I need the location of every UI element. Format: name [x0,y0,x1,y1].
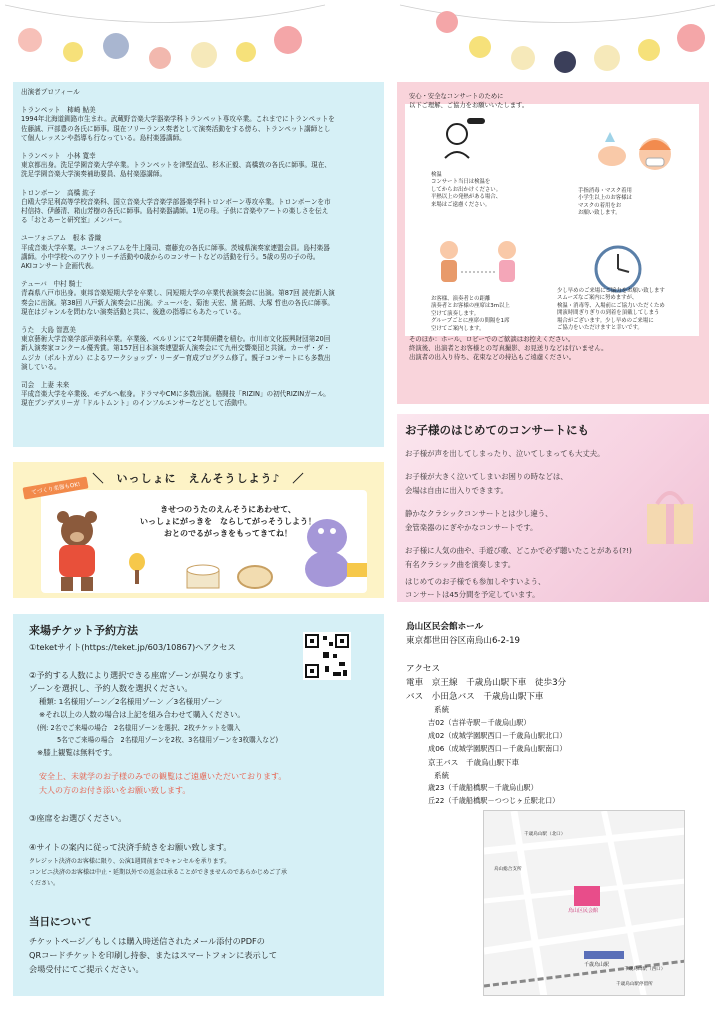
map-label-west-exit: 千歳烏山駅（西口） [624,967,666,972]
profile-title: 出演者プロフィール [21,88,80,96]
distance-item: お客様、演奏者との距離 演奏者とお客様の座席は3m以上 空けて演奏します。 グループごとに座席の間隔を1席 空けてご案内します。 [431,296,510,332]
hand-sanitize-mask-icon [590,122,690,192]
bus-route: 丘22（千歳船橋駅－つつじヶ丘駅北口） [428,796,560,805]
pompom [469,36,491,58]
bus-route: 成02（成城学園駅西口－千歳烏山駅北口） [428,731,567,740]
pompom [436,11,458,33]
ticket-line: QRコードチケットを印刷し持参、またはスマートフォンに表示して [29,950,278,960]
garland-decoration-left [0,0,330,80]
paragraph-gap [21,372,376,381]
performer-bio-line: 村信持、伊藤清、箱山芳樹の各氏に師事。島村楽器講師。1児の母。子供に音楽やアートの楽しさを伝え [21,207,329,216]
bubble-line: おとのでるがっきをもってきてね！ [164,529,292,538]
ticket-line: ※膝上観覧は無料です。 [37,748,117,757]
pompom [511,46,535,70]
qr-code-icon [303,632,351,680]
safety-header [409,92,528,110]
keio-bus-access: 京王バス 千歳烏山駅下車 [428,758,520,767]
safety-notice-panel [397,82,709,404]
bubble-line: きせつのうたのえんそうにあわせて、 [160,505,296,514]
ticket-line: チケットページ／もしくは購入時送信されたメール添付のPDFの [29,936,265,946]
train-access: 電車 京王線 千歳烏山駅下車 徒歩3分 [406,678,567,688]
diy-instrument-tag: てづくり楽器もOK! [22,476,89,499]
performer-bio-line: 東京都出身。洗足学園音楽大学卒業。トランペットを津堅直弘、杉木正毅、高橋敦の各氏に師事。現在、 [21,161,331,170]
profile-body [21,106,376,408]
kids-title: お子様のはじめてのコンサートにも [405,423,589,437]
performer-bio-line: 平成音楽大学を卒業後、モデルへ転身。ドラマやCMに多数出演。格闘技「RIZIN」の初代RIZINガール。 [21,390,330,399]
clock-icon [593,244,643,294]
thermometer-check-icon [427,110,487,170]
ticket-line: ゾーンを選択し、予約人数を選択ください。 [29,683,193,693]
ticket-warning-line: 大人の方のお付き添いをお願い致します。 [39,786,191,795]
bus-access: バス 小田急バス 千歳烏山駅下車 [406,692,544,702]
performer-bio-line: 現在プンデスリーガ「ドルトムント」のインフルエンサーなどとして活動中。 [21,399,251,408]
social-distance-icon [433,232,523,292]
hippo-with-instrument-icon [289,507,375,593]
performer-bio-line: 演している。 [21,362,61,371]
performer-bio-line: 講師。小中学校へのアウトリーチ活動や0歳からのコンサートなどの活動を行う。5歳の男の子の母。 [21,252,320,261]
pompom [18,28,42,52]
performer-bio-line: て個人レッスンや指導も行なっている。島村楽器講師。 [21,133,186,142]
performer-name: うた 大島 智恵美 [21,326,76,335]
pompom [236,42,256,62]
kids-line: 金管楽器のにぎやかなコンサートです。 [405,523,538,532]
ticket-line: ③座席をお選びください。 [29,813,127,823]
ticket-reservation-panel [13,614,384,996]
route-label: 系統 [434,705,450,714]
map-label-venue: 烏山区民会館 [568,908,599,914]
ticket-line: 種類: 1名様用ゾーン／2名様用ゾーン ／3名様用ゾーン [39,697,223,706]
map-label-north-exit: 千歳烏山駅（北口） [524,832,566,837]
kids-line: お子様が声を出してしまったり、泣いてしまっても大丈夫。 [405,449,605,458]
bus-route: 成06（成城学園駅西口－千歳烏山駅南口） [428,744,567,753]
performer-bio-line: 佐藤誠、戸部豊の各氏に師事。現在フリーランス奏者として演奏活動をする傍ら、トランペット講師とし [21,124,331,133]
access-panel [397,614,709,996]
performer-name: トランペット 柿崎 鮎美 [21,106,96,115]
kids-line: 静かなクラシックコンサートとは少し違う、 [405,509,553,518]
tambourine-icon [235,562,275,592]
performer-bio-line: る「おとあーと研究室」メンバー。 [21,216,126,225]
performer-bio-line: 青森県八戸市出身。東邦音楽短期大学を卒業し、同短期大学の卒業代表演奏会に出演。第87回 読売新人演 [21,289,335,298]
performer-bio-line: AKIコンサート企画代表。 [21,262,98,271]
map-label-branch: 烏山総合支所 [494,867,522,872]
play-together-title: ＼ いっしょに えんそうしよう♪ ／ [92,472,305,485]
kids-line: 会場は自由に出入りできます。 [405,486,508,495]
station-marker [584,951,624,959]
pompom [103,33,129,59]
play-together-panel [13,462,384,598]
performer-name: トロンボーン 高橋 紘子 [21,188,96,197]
pompom [274,26,302,54]
performer-bio-line: 平成音楽大学卒業。ユーフォニアムを牛上隆司、齋藤充の各氏に師事。茨城県演奏家連盟会員。島村楽器 [21,243,330,252]
venue-map [483,810,685,996]
ticket-line: ④サイトの案内に従って決済手続きをお願い致します。 [29,842,232,852]
mask-sanitize-item: 手指消毒・マスク着用 小学生以上のお客様は マスクの着用をお お願い致します。 [578,188,632,217]
ticket-line: 5名でご来場の場合 2名様用ゾーンを2枚、3名様用ゾーンを3枚購入など) [57,736,279,744]
bus-route: 吉02（吉祥寺駅－千歳烏山駅） [428,718,531,727]
ticket-note: ください。 [29,880,60,887]
ticket-title: 来場チケット予約方法 [29,624,139,637]
ticket-warning-line: 安全上、未就学のお子様のみでの観覧はご遠慮いただいております。 [39,772,287,781]
performer-name: 司会 上妻 未来 [21,381,70,390]
maracas-icon [125,552,151,588]
access-title: アクセス [406,664,441,674]
ticket-note: コンビニ決済のお客様は中止・延期以外での返金は承ることができませんのであらかじめご了承 [29,869,288,876]
kids-line: 有名クラシック曲を演奏します。 [405,560,516,569]
gift-box-decoration [637,474,707,564]
ticket-line: 会場受付にてご提示ください。 [29,964,144,974]
performer-bio-line: 奏会に出演。第38回 八戸新人演奏会に出演。テューバを、菊池 天宏、黛 拓朗、大塚 哲也の各氏に師事。 [21,298,334,307]
step1-teket-link[interactable]: ①teketサイト(https://teket.jp/603/10867)へアクセス [29,642,236,652]
performer-name: テューバ 中村 騎士 [21,280,82,289]
ticket-line: ※それ以上の人数の場合は上記を組み合わせて購入ください。 [39,710,245,719]
same-day-title: 当日について [29,916,92,928]
venue-address: 東京都世田谷区南烏山6-2-19 [406,636,521,646]
venue-marker [574,886,600,906]
kids-first-concert-panel [397,414,709,602]
pompom [638,39,660,61]
paragraph-gap [21,271,376,280]
bus-route: 歳23（千歳船橋駅－千歳烏山駅） [428,783,538,792]
paragraph-gap [21,317,376,326]
safety-footer: そのほか：ホール、ロビーでのご歓談はお控えください。 終演後、出演者とお客様との写真撮影、お見送りなどは行いません。 出演者の出入り待ち、花束などの持込もご遠慮ください。 [409,335,608,361]
venue-name: 烏山区民会館ホール [406,622,484,632]
performer-profile-panel [13,82,384,447]
paragraph-gap [21,180,376,189]
performer-bio-line: 洗足学園音楽大学演奏補助要員、島村楽器講師。 [21,170,167,179]
performer-name: トランペット 小林 寛幸 [21,152,96,161]
paragraph-gap [21,143,376,152]
safety-header-line: 安心・安全なコンサートのために [409,93,504,100]
pompom [149,47,171,69]
kids-line: コンサートは45分間を予定しています。 [405,590,540,599]
map-label-bus-stop: 千歳烏山駅停留所 [616,982,653,987]
drum-icon [183,562,223,592]
pompom [594,45,620,71]
performer-bio-line: 新人演奏家コンクール優秀賞。第157回日本演奏連盟新人演奏会にて九州交響楽団と共演。カーザ・ダ・ [21,344,331,353]
kids-line: お子様に人気の曲や、手遊び歌、どこかで必ず聴いたことがある(?!) [405,546,632,555]
paragraph-gap [21,225,376,234]
performer-bio-line: 1994年北海道釧路市生まれ。武蔵野音楽大学器楽学科トランペット専攻卒業。これまでにトランペットを [21,115,335,124]
temperature-check-item: 検温 コンサート当日は検温を してからお出かけください。 平熱以上の発熱がある場合、 来場はご遠慮ください。 [431,172,502,208]
ticket-line: ②予約する人数により選択できる座席ゾーンが異なります。 [29,670,249,680]
ticket-note: クレジット決済のお客様に限り、公演1週間前までキャンセルを承ります。 [29,858,231,865]
kids-line: はじめてのお子様でも参加しやすいよう、 [405,577,546,586]
performer-bio-line: 現在はジャンルを問わない演奏活動と共に、後進の指導にもあたっている。 [21,307,245,316]
route-label: 系統 [434,771,450,780]
performer-name: ユーフォニアム 根本 香織 [21,234,102,243]
ticket-line: (例: 2名でご来場の場合 2名様用ゾーンを選択、2枚チケットを購入 [37,724,241,732]
pompom [554,51,576,73]
bear-with-tambourine-icon [41,507,113,595]
pompom [63,42,83,62]
pompom [191,42,217,68]
early-arrival-item: 少し早めのご来場にご協力をお願い致します スムーズなご案内に努めますが、 検温・消毒等、入場前にご協力いただくため 開演時間ぎりぎりの到着を頂戴してしまう 場合がございます。少し早めのご来場に ご協力をいただけますと幸いです。 [557,288,665,332]
performer-bio-line: 東京藝術大学音楽学部声楽科卒業。卒業後、ベルリンにて2年間研鑽を積む。市川市文化振興財団第20回 [21,335,331,344]
bubble-line: いっしょにがっきを ならしてがっそうしよう！ [140,517,316,526]
pompom [677,24,705,52]
performer-bio-line: ムジカ（ポルトガル）によるワークショップ・リーダー育成プログラム修了。親子コンサートにも多数出 [21,353,331,362]
kids-line: お子様が大きく泣いてしまいお困りの時などは、 [405,472,568,481]
garland-decoration-right [395,0,720,80]
map-label-station: 千歳烏山駅 [584,962,610,968]
safety-header-line: 以下ご理解、ご協力をお願いいたします。 [409,102,529,109]
performer-bio-line: 白鴎大学足利高等学校音楽科、国立音楽大学音楽学部器楽学科トロンボーン専攻卒業。トロンボーンを市 [21,197,331,206]
